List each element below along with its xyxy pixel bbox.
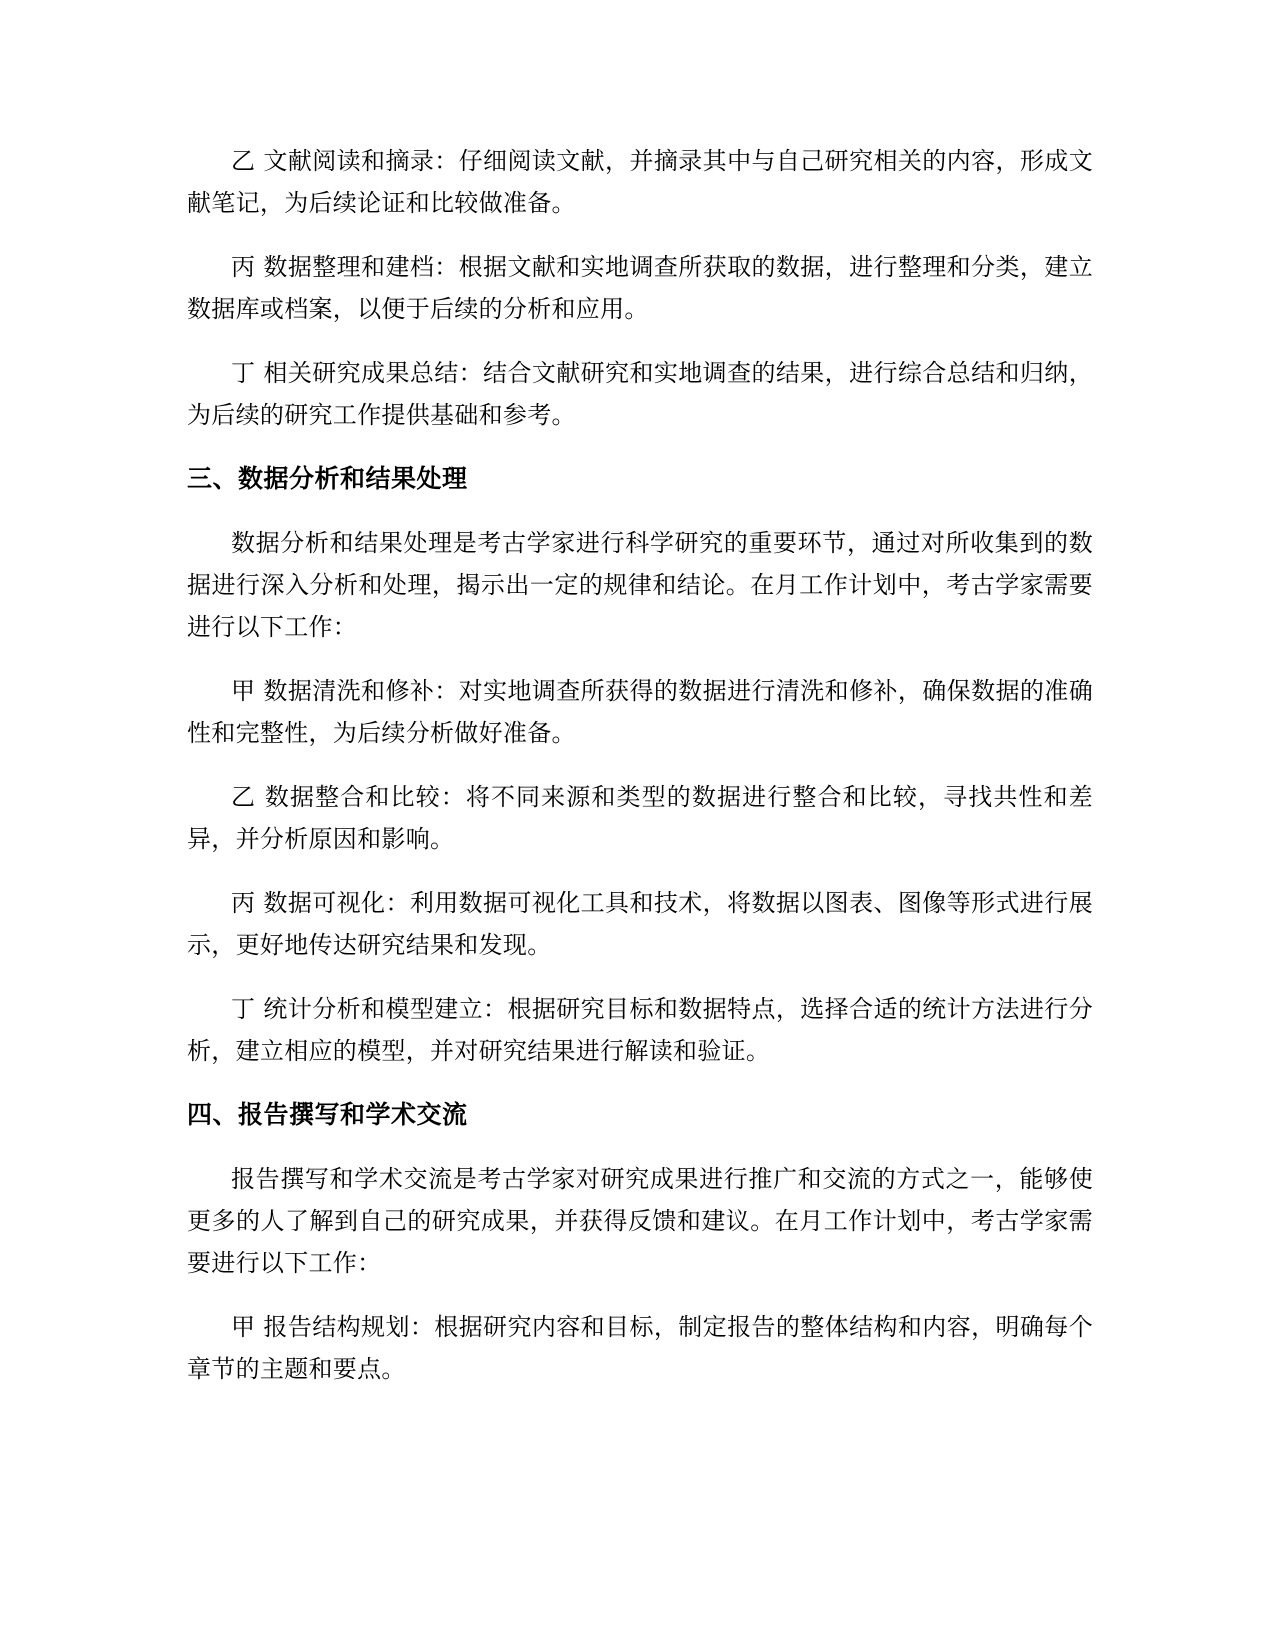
paragraph-data-archiving: 丙 数据整理和建档：根据文献和实地调查所获取的数据，进行整理和分类，建立数据库或档案，以便于后续的分析和应用。 [187,253,1093,323]
section-heading-data-analysis: 三、数据分析和结果处理 [187,464,468,493]
paragraph-statistical-modeling: 丁 统计分析和模型建立：根据研究目标和数据特点，选择合适的统计方法进行分析，建立相应的模型，并对研究结果进行解读和验证。 [187,995,1093,1065]
paragraph-research-summary: 丁 相关研究成果总结：结合文献研究和实地调查的结果，进行综合总结和归纳，为后续的研究工作提供基础和参考。 [187,359,1093,429]
document-page [187,140,1093,1390]
section-heading-report-writing: 四、报告撰写和学术交流 [187,1100,468,1129]
paragraph-report-structure: 甲 报告结构规划：根据研究内容和目标，制定报告的整体结构和内容，明确每个章节的主题和要点。 [187,1313,1093,1383]
paragraph-report-intro: 报告撰写和学术交流是考古学家对研究成果进行推广和交流的方式之一，能够使更多的人了解到自己的研究成果，并获得反馈和建议。在月工作计划中，考古学家需要进行以下工作： [187,1165,1093,1277]
paragraph-data-analysis-intro: 数据分析和结果处理是考古学家进行科学研究的重要环节，通过对所收集到的数据进行深入分析和处理，揭示出一定的规律和结论。在月工作计划中，考古学家需要进行以下工作： [187,529,1093,641]
paragraph-data-visualization: 丙 数据可视化：利用数据可视化工具和技术，将数据以图表、图像等形式进行展示，更好地传达研究结果和发现。 [187,889,1093,959]
paragraph-data-cleaning: 甲 数据清洗和修补：对实地调查所获得的数据进行清洗和修补，确保数据的准确性和完整性，为后续分析做好准备。 [187,677,1093,747]
paragraph-literature-reading: 乙 文献阅读和摘录：仔细阅读文献，并摘录其中与自己研究相关的内容，形成文献笔记，为后续论证和比较做准备。 [187,147,1093,217]
paragraph-data-integration: 乙 数据整合和比较：将不同来源和类型的数据进行整合和比较，寻找共性和差异，并分析原因和影响。 [187,783,1093,853]
